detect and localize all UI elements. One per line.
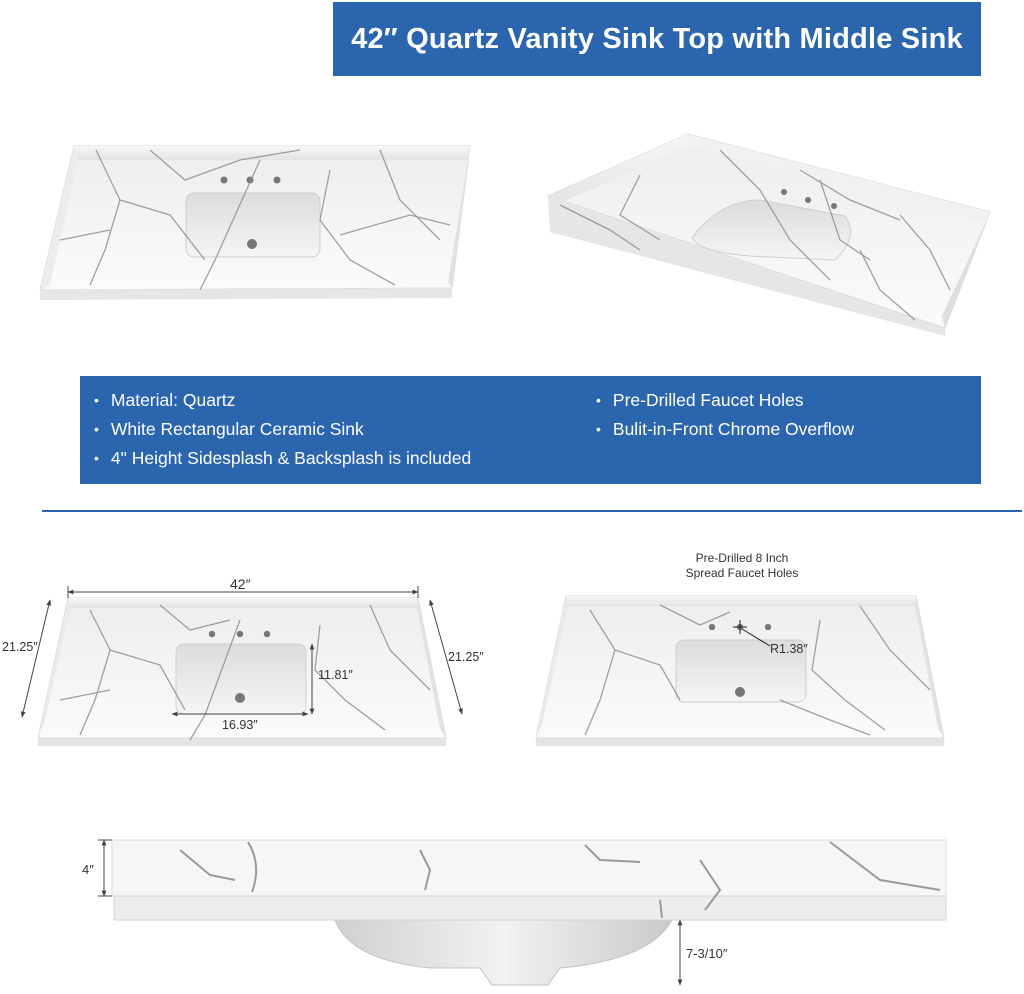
section-divider	[42, 510, 1022, 512]
sink-width-dimension-label: 16.93″	[222, 718, 258, 732]
page-title: 42″ Quartz Vanity Sink Top with Middle Sink	[351, 22, 963, 55]
depth-left-dimension-label: 21.25″	[2, 640, 38, 654]
feature-item: • Material: Quartz	[94, 388, 471, 417]
feature-item: • Pre-Drilled Faucet Holes	[596, 388, 854, 417]
features-list-left	[94, 388, 471, 475]
vanity-top-perspective-view	[548, 134, 990, 336]
vanity-top-faucet-view	[536, 596, 944, 746]
feature-item: • 4" Height Sidesplash & Backsplash is included	[94, 446, 471, 475]
feature-item: • White Rectangular Ceramic Sink	[94, 417, 471, 446]
vanity-top-front-view	[40, 146, 470, 300]
vanity-top-side-profile	[98, 840, 946, 985]
depth-right-dimension-label: 21.25″	[448, 650, 484, 664]
features-banner	[80, 376, 981, 484]
faucet-holes-note: Pre-Drilled 8 Inch Spread Faucet Holes	[685, 551, 799, 580]
bowl-height-dimension-label: 7-3/10″	[686, 946, 728, 961]
splash-height-dimension-label: 4″	[82, 862, 94, 877]
width-dimension-label: 42″	[230, 576, 251, 592]
radius-dimension-label: R1.38″	[770, 642, 808, 656]
sink-depth-dimension-label: 11.81″	[318, 668, 353, 682]
features-list-right	[596, 388, 854, 446]
feature-item: • Bulit-in-Front Chrome Overflow	[596, 417, 854, 446]
